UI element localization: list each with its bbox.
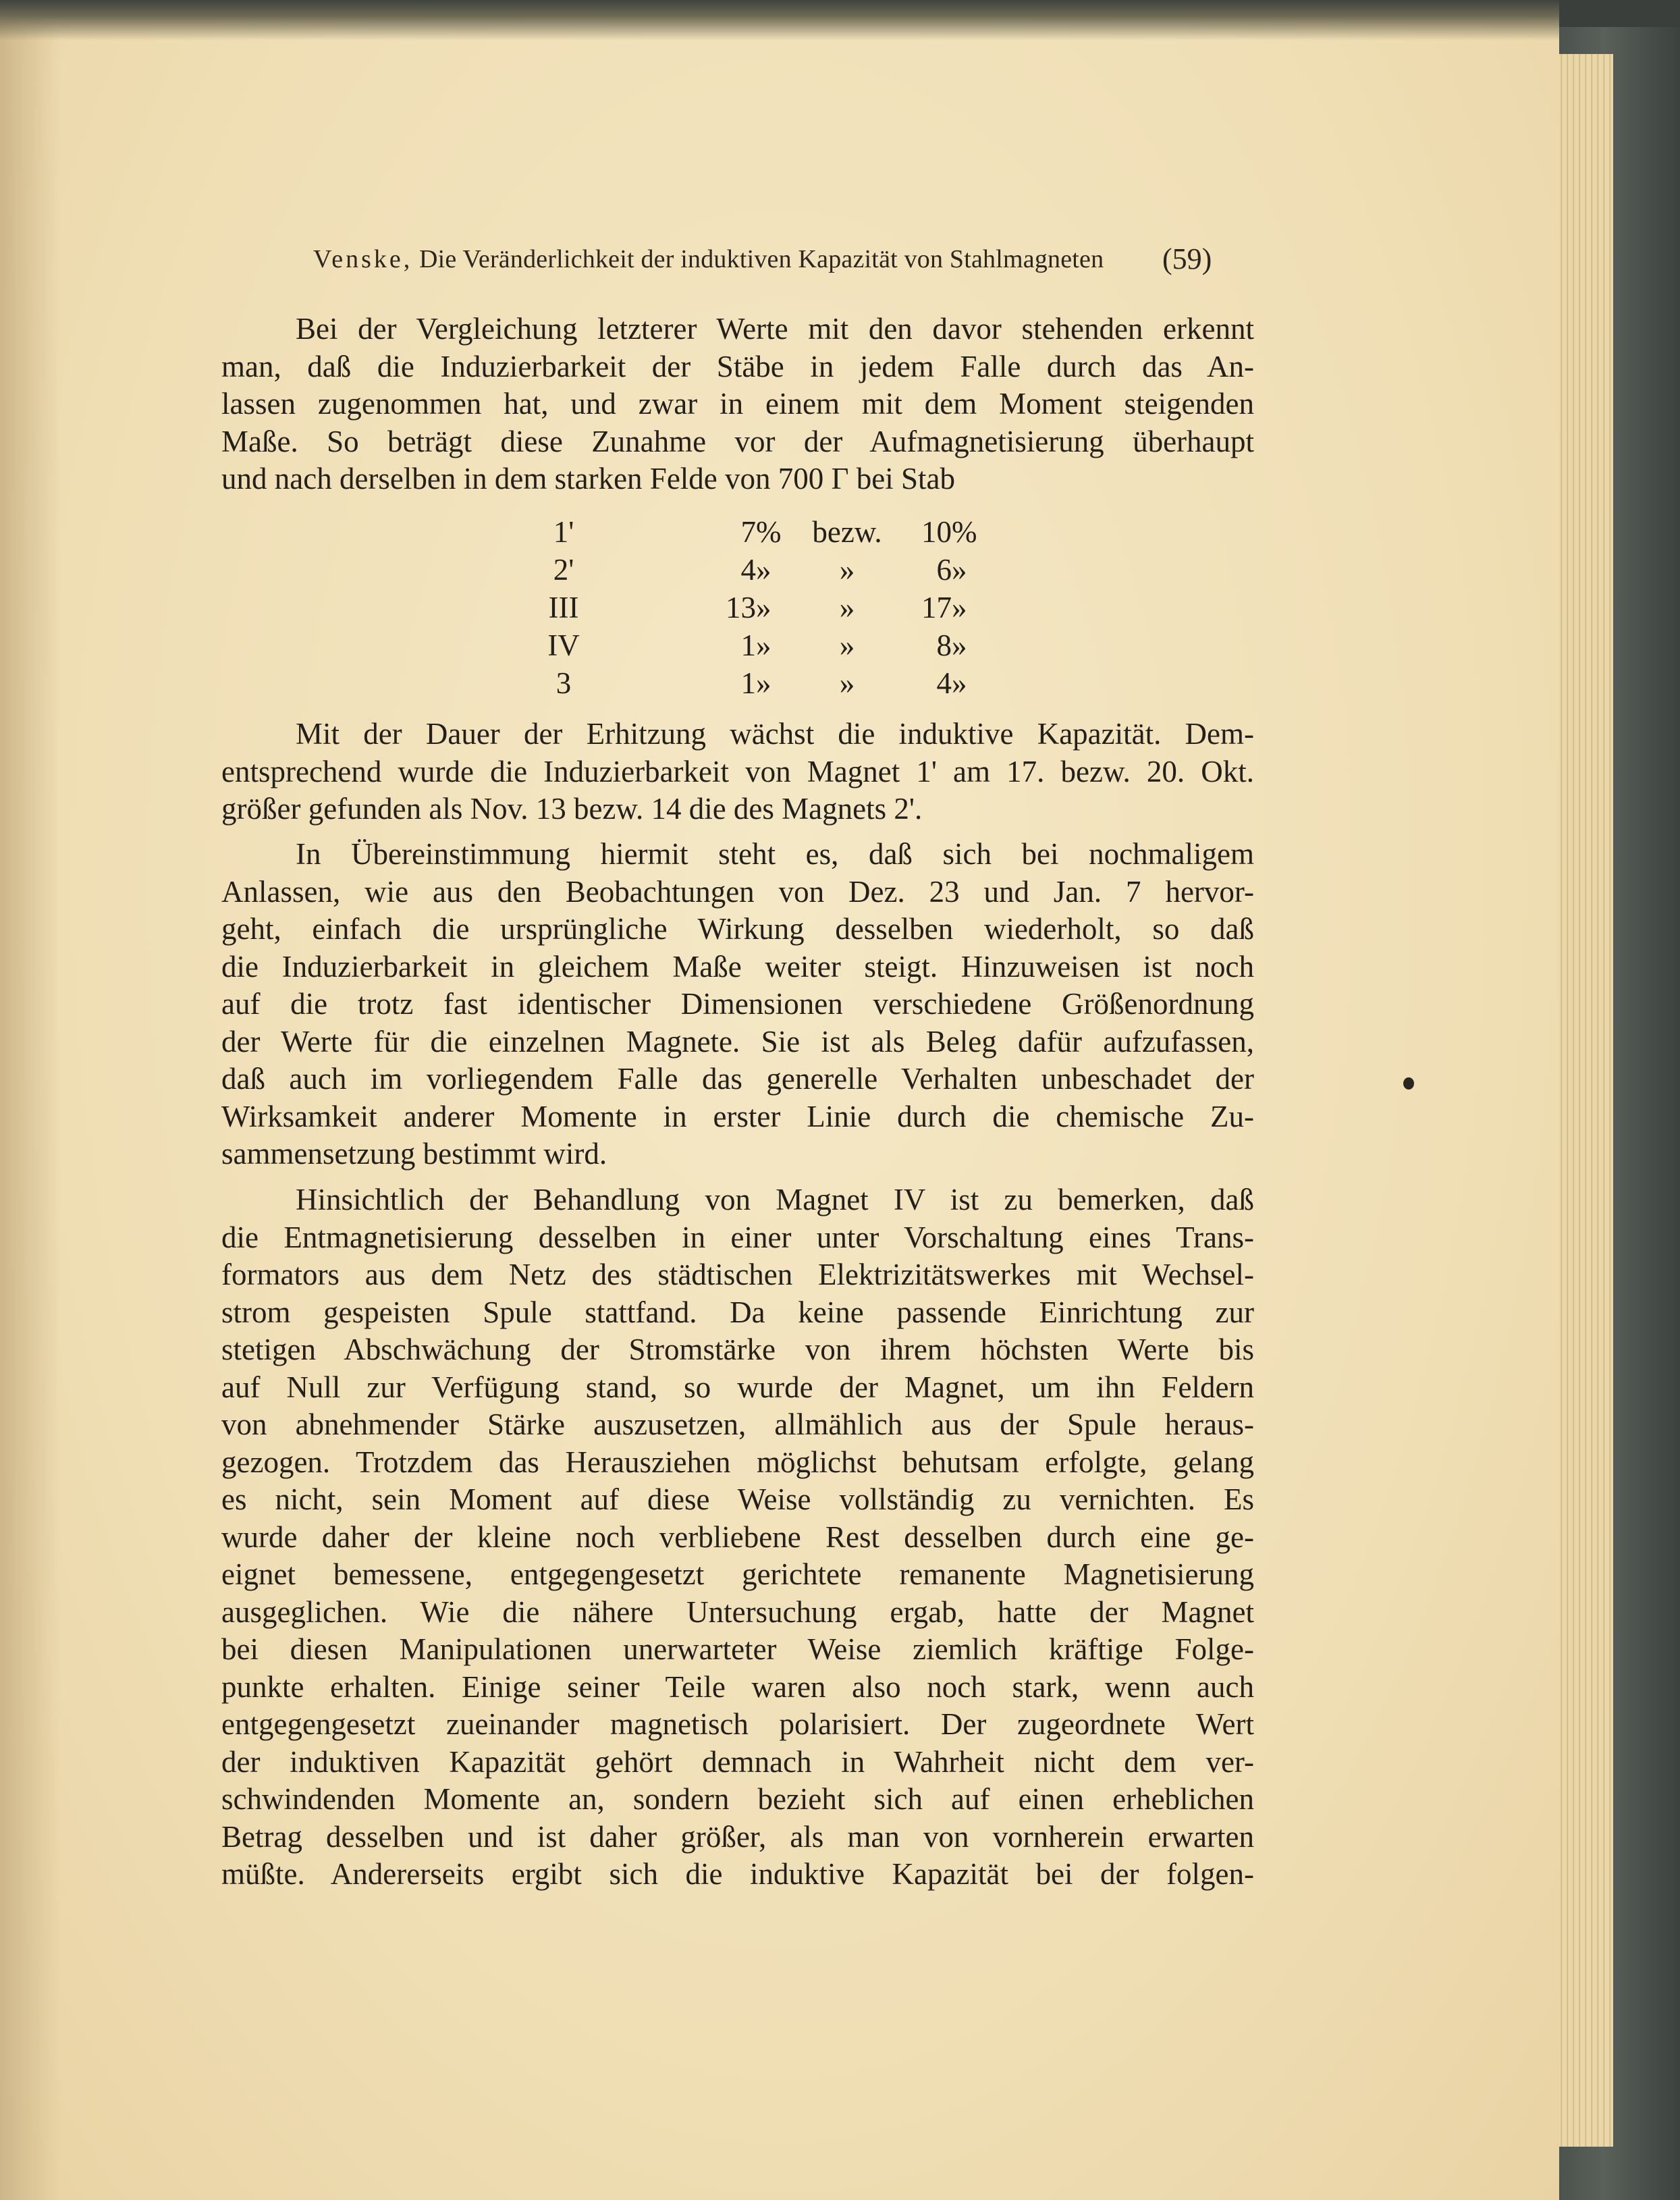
- top-shadow: [0, 0, 1559, 41]
- text-line: eignet bemessene, entgegengesetzt gerichtete remanente Magnetisierung: [221, 1557, 1254, 1591]
- text-line: punkte erhalten. Einige seiner Teile waren also noch stark, wenn auch: [221, 1669, 1254, 1704]
- table-cell-bezw: »: [839, 591, 855, 624]
- text-line: müßte. Andererseits ergibt sich die induktive Kapazität bei der folgen-: [221, 1857, 1254, 1891]
- table-cell-stab: IV: [547, 628, 580, 662]
- table-cell-value: 10: [921, 515, 952, 549]
- table-cell-unit: »: [756, 591, 771, 624]
- paragraph-1: [221, 311, 1254, 498]
- gutter-shadow: [0, 0, 61, 2200]
- increase-table: [520, 513, 992, 702]
- text-line: wurde daher der kleine noch verbliebene Rest desselben durch eine ge-: [221, 1520, 1254, 1554]
- text-line: der Werte für die einzelnen Magnete. Sie ist als Beleg dafür aufzufassen,: [221, 1024, 1254, 1058]
- text-line: größer gefunden als Nov. 13 bezw. 14 die des Magnets 2'.: [221, 792, 923, 826]
- table-cell-stab: III: [548, 591, 579, 624]
- text-line: entgegengesetzt zueinander magnetisch polarisiert. Der zugeordnete Wert: [221, 1707, 1254, 1741]
- table-cell-bezw: »: [839, 628, 855, 662]
- table-row: [520, 513, 992, 551]
- table-cell-unit: »: [952, 591, 967, 624]
- text-line: lassen zugenommen hat, und zwar in einem mit dem Moment steigenden: [221, 387, 1254, 421]
- table-cell-value: 4: [936, 666, 952, 700]
- table-cell-unit: »: [952, 628, 967, 662]
- text-line: daß auch im vorliegendem Falle das generelle Verhalten unbeschadet der: [221, 1062, 1254, 1096]
- table-cell-unit: »: [756, 666, 771, 700]
- text-line: von abnehmender Stärke auszusetzen, allmählich aus der Spule heraus-: [221, 1407, 1254, 1441]
- table-cell-value: 17: [921, 591, 952, 624]
- header-author: Venske,: [313, 245, 413, 273]
- text-line: auf die trotz fast identischer Dimensionen verschiedene Größenordnung: [221, 987, 1254, 1021]
- table-cell-stab: 2': [553, 553, 574, 587]
- paragraph-3: [221, 836, 1254, 1173]
- text-line: gezogen. Trotzdem das Herausziehen möglichst behutsam erfolgte, gelang: [221, 1445, 1254, 1479]
- header-title: Die Veränderlichkeit der induktiven Kapazität von Stahlmagneten: [418, 245, 1104, 273]
- text-line: Wirksamkeit anderer Momente in erster Linie durch die chemische Zu-: [221, 1099, 1254, 1133]
- table-cell-value: 1: [740, 628, 756, 662]
- table-cell-unit: %: [952, 515, 977, 549]
- text-line: auf Null zur Verfügung stand, so wurde der Magnet, um ihn Feldern: [221, 1370, 1254, 1404]
- table-cell-value: 7: [740, 515, 756, 549]
- text-line: strom gespeisten Spule stattfand. Da keine passende Einrichtung zur: [221, 1295, 1254, 1329]
- table-cell-stab: 1': [553, 515, 574, 549]
- text-line: die Induzierbarkeit in gleichem Maße weiter steigt. Hinzuweisen ist noch: [221, 949, 1254, 984]
- text-line: Hinsichtlich der Behandlung von Magnet IV ist zu bemerken, daß: [296, 1183, 1254, 1216]
- text-line: die Entmagnetisierung desselben in einer unter Vorschaltung eines Trans-: [221, 1220, 1254, 1254]
- table-cell-bezw: »: [839, 666, 855, 700]
- text-line: In Übereinstimmung hiermit steht es, daß sich bei nochmaligem: [296, 837, 1254, 871]
- text-line: der induktiven Kapazität gehört demnach in Wahrheit nicht dem ver-: [221, 1744, 1254, 1779]
- text-line: geht, einfach die ursprüngliche Wirkung desselben wiederholt, so daß: [221, 912, 1254, 946]
- table-cell-value: 13: [726, 591, 756, 624]
- text-line: bei diesen Manipulationen unerwarteter Weise ziemlich kräftige Folge-: [221, 1632, 1254, 1666]
- table-cell-stab: 3: [556, 666, 572, 700]
- text-line: formators aus dem Netz des städtischen Elektrizitätswerkes mit Wechsel-: [221, 1258, 1254, 1291]
- text-line: Anlassen, wie aus den Beobachtungen von Dez. 23 und Jan. 7 hervor-: [221, 874, 1254, 909]
- table-row: [520, 551, 992, 589]
- paragraph-4: [221, 1181, 1254, 1894]
- table-cell-value: 8: [936, 628, 952, 662]
- text-line: schwindenden Momente an, sondern bezieht sich auf einen erheblichen: [221, 1782, 1254, 1816]
- text-line: Maße. So beträgt diese Zunahme vor der Aufmagnetisierung überhaupt: [221, 424, 1254, 458]
- text-line: man, daß die Induzierbarkeit der Stäbe in jedem Falle durch das An-: [221, 349, 1254, 383]
- table-row: [520, 664, 992, 702]
- table-cell-unit: %: [756, 515, 782, 549]
- table-cell-value: 6: [936, 553, 952, 587]
- running-header: [313, 244, 1258, 274]
- table-row: [520, 589, 992, 626]
- table-row: [520, 626, 992, 664]
- table-cell-bezw: bezw.: [812, 515, 882, 549]
- text-line: stetigen Abschwächung der Stromstärke von ihrem höchsten Werte bis: [221, 1333, 1254, 1366]
- text-line: und nach derselben in dem starken Felde von 700 Γ bei Stab: [221, 462, 956, 495]
- page-number: (59): [1162, 242, 1212, 275]
- table-cell-unit: »: [756, 553, 771, 587]
- text-line: ausgeglichen. Wie die nähere Untersuchung ergab, hatte der Magnet: [221, 1594, 1254, 1629]
- table-cell-bezw: »: [839, 553, 855, 587]
- paragraph-2: [221, 716, 1254, 828]
- text-line: Betrag desselben und ist daher größer, als man von vornherein erwarten: [221, 1819, 1254, 1854]
- table-cell-unit: »: [952, 666, 967, 700]
- table-cell-value: 1: [740, 666, 756, 700]
- text-line: Mit der Dauer der Erhitzung wächst die induktive Kapazität. Dem-: [296, 717, 1254, 751]
- ink-dot-mark: [1403, 1077, 1414, 1090]
- table-cell-unit: »: [952, 553, 967, 587]
- text-line: es nicht, sein Moment auf diese Weise vollständig zu vernichten. Es: [221, 1482, 1254, 1516]
- table-cell-unit: »: [756, 628, 771, 662]
- text-line: Bei der Vergleichung letzterer Werte mit den davor stehenden erkennt: [296, 312, 1254, 346]
- text-line: sammensetzung bestimmt wird.: [221, 1137, 607, 1171]
- text-line: entsprechend wurde die Induzierbarkeit von Magnet 1' am 17. bezw. 20. Okt.: [221, 754, 1254, 788]
- table-cell-value: 4: [740, 553, 756, 587]
